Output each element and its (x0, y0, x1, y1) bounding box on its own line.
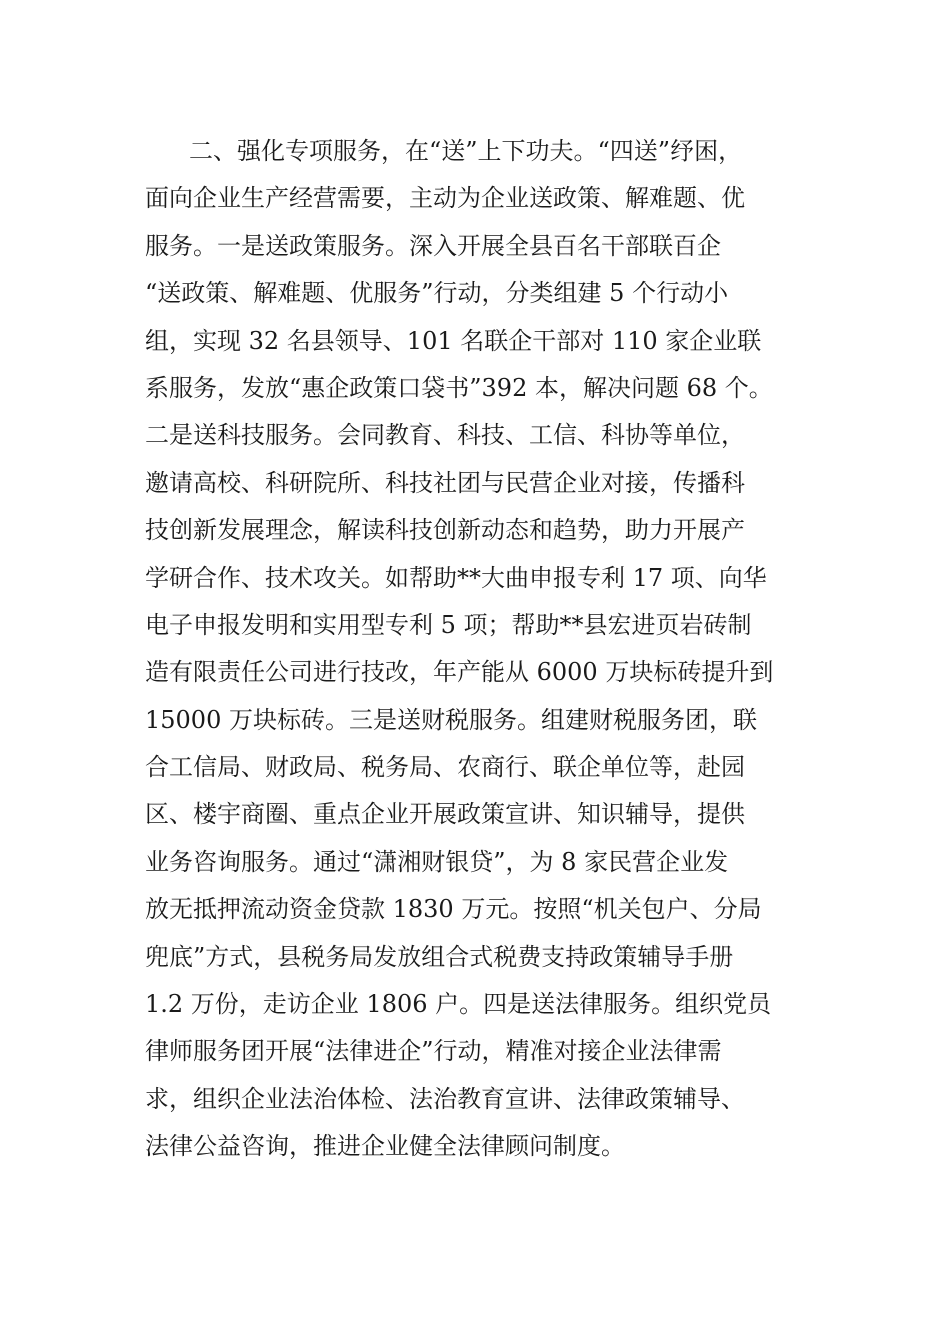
paragraph-line: 造有限责任公司进行技改，年产能从 6000 万块标砖提升到 (145, 658, 774, 687)
paragraph-line: 服务。一是送政策服务。深入开展全县百名干部联百企 (145, 231, 721, 260)
paragraph-line: 1.2 万份，走访企业 1806 户。四是送法律服务。组织党员 (145, 990, 772, 1019)
paragraph-line: “送政策、解难题、优服务”行动，分类组建 5 个行动小 (145, 279, 729, 308)
paragraph-line: 电子申报发明和实用型专利 5 项；帮助**县宏进页岩砖制 (145, 610, 752, 639)
paragraph-line: 合工信局、财政局、税务局、农商行、联企单位等，赴园 (145, 753, 745, 782)
paragraph-line: 技创新发展理念，解读科技创新动态和趋势，助力开展产 (145, 516, 745, 545)
paragraph-line: 求，组织企业法治体检、法治教育宣讲、法律政策辅导、 (145, 1084, 745, 1113)
paragraph-line: 组，实现 32 名县领导、101 名联企干部对 110 家企业联 (145, 326, 762, 355)
paragraph-line: 二是送科技服务。会同教育、科技、工信、科协等单位， (145, 421, 745, 450)
paragraph-line: 业务咨询服务。通过“潇湘财银贷”，为 8 家民营企业发 (145, 847, 729, 876)
paragraph-line: 兜底”方式，县税务局发放组合式税费支持政策辅导手册 (145, 942, 734, 971)
paragraph-line: 二、强化专项服务，在“送”上下功夫。“四送”纾困， (189, 137, 743, 165)
paragraph-line: 系服务，发放“惠企政策口袋书”392 本，解决问题 68 个。 (145, 373, 773, 402)
paragraph-line: 区、楼宇商圈、重点企业开展政策宣讲、知识辅导，提供 (145, 800, 745, 829)
paragraph-line: 法律公益咨询，推进企业健全法律顾问制度。 (145, 1132, 625, 1161)
paragraph-line: 邀请高校、科研院所、科技社团与民营企业对接，传播科 (145, 468, 745, 497)
paragraph-line: 放无抵押流动资金贷款 1830 万元。按照“机关包户、分局 (145, 895, 762, 924)
paragraph-line: 面向企业生产经营需要，主动为企业送政策、解难题、优 (145, 184, 745, 213)
paragraph-line: 15000 万块标砖。三是送财税服务。组建财税服务团，联 (145, 705, 757, 734)
body-paragraph (145, 128, 835, 1171)
paragraph-line: 学研合作、技术攻关。如帮助**大曲申报专利 17 项、向华 (145, 563, 767, 592)
paragraph-line: 律师服务团开展“法律进企”行动，精准对接企业法律需 (145, 1037, 722, 1066)
